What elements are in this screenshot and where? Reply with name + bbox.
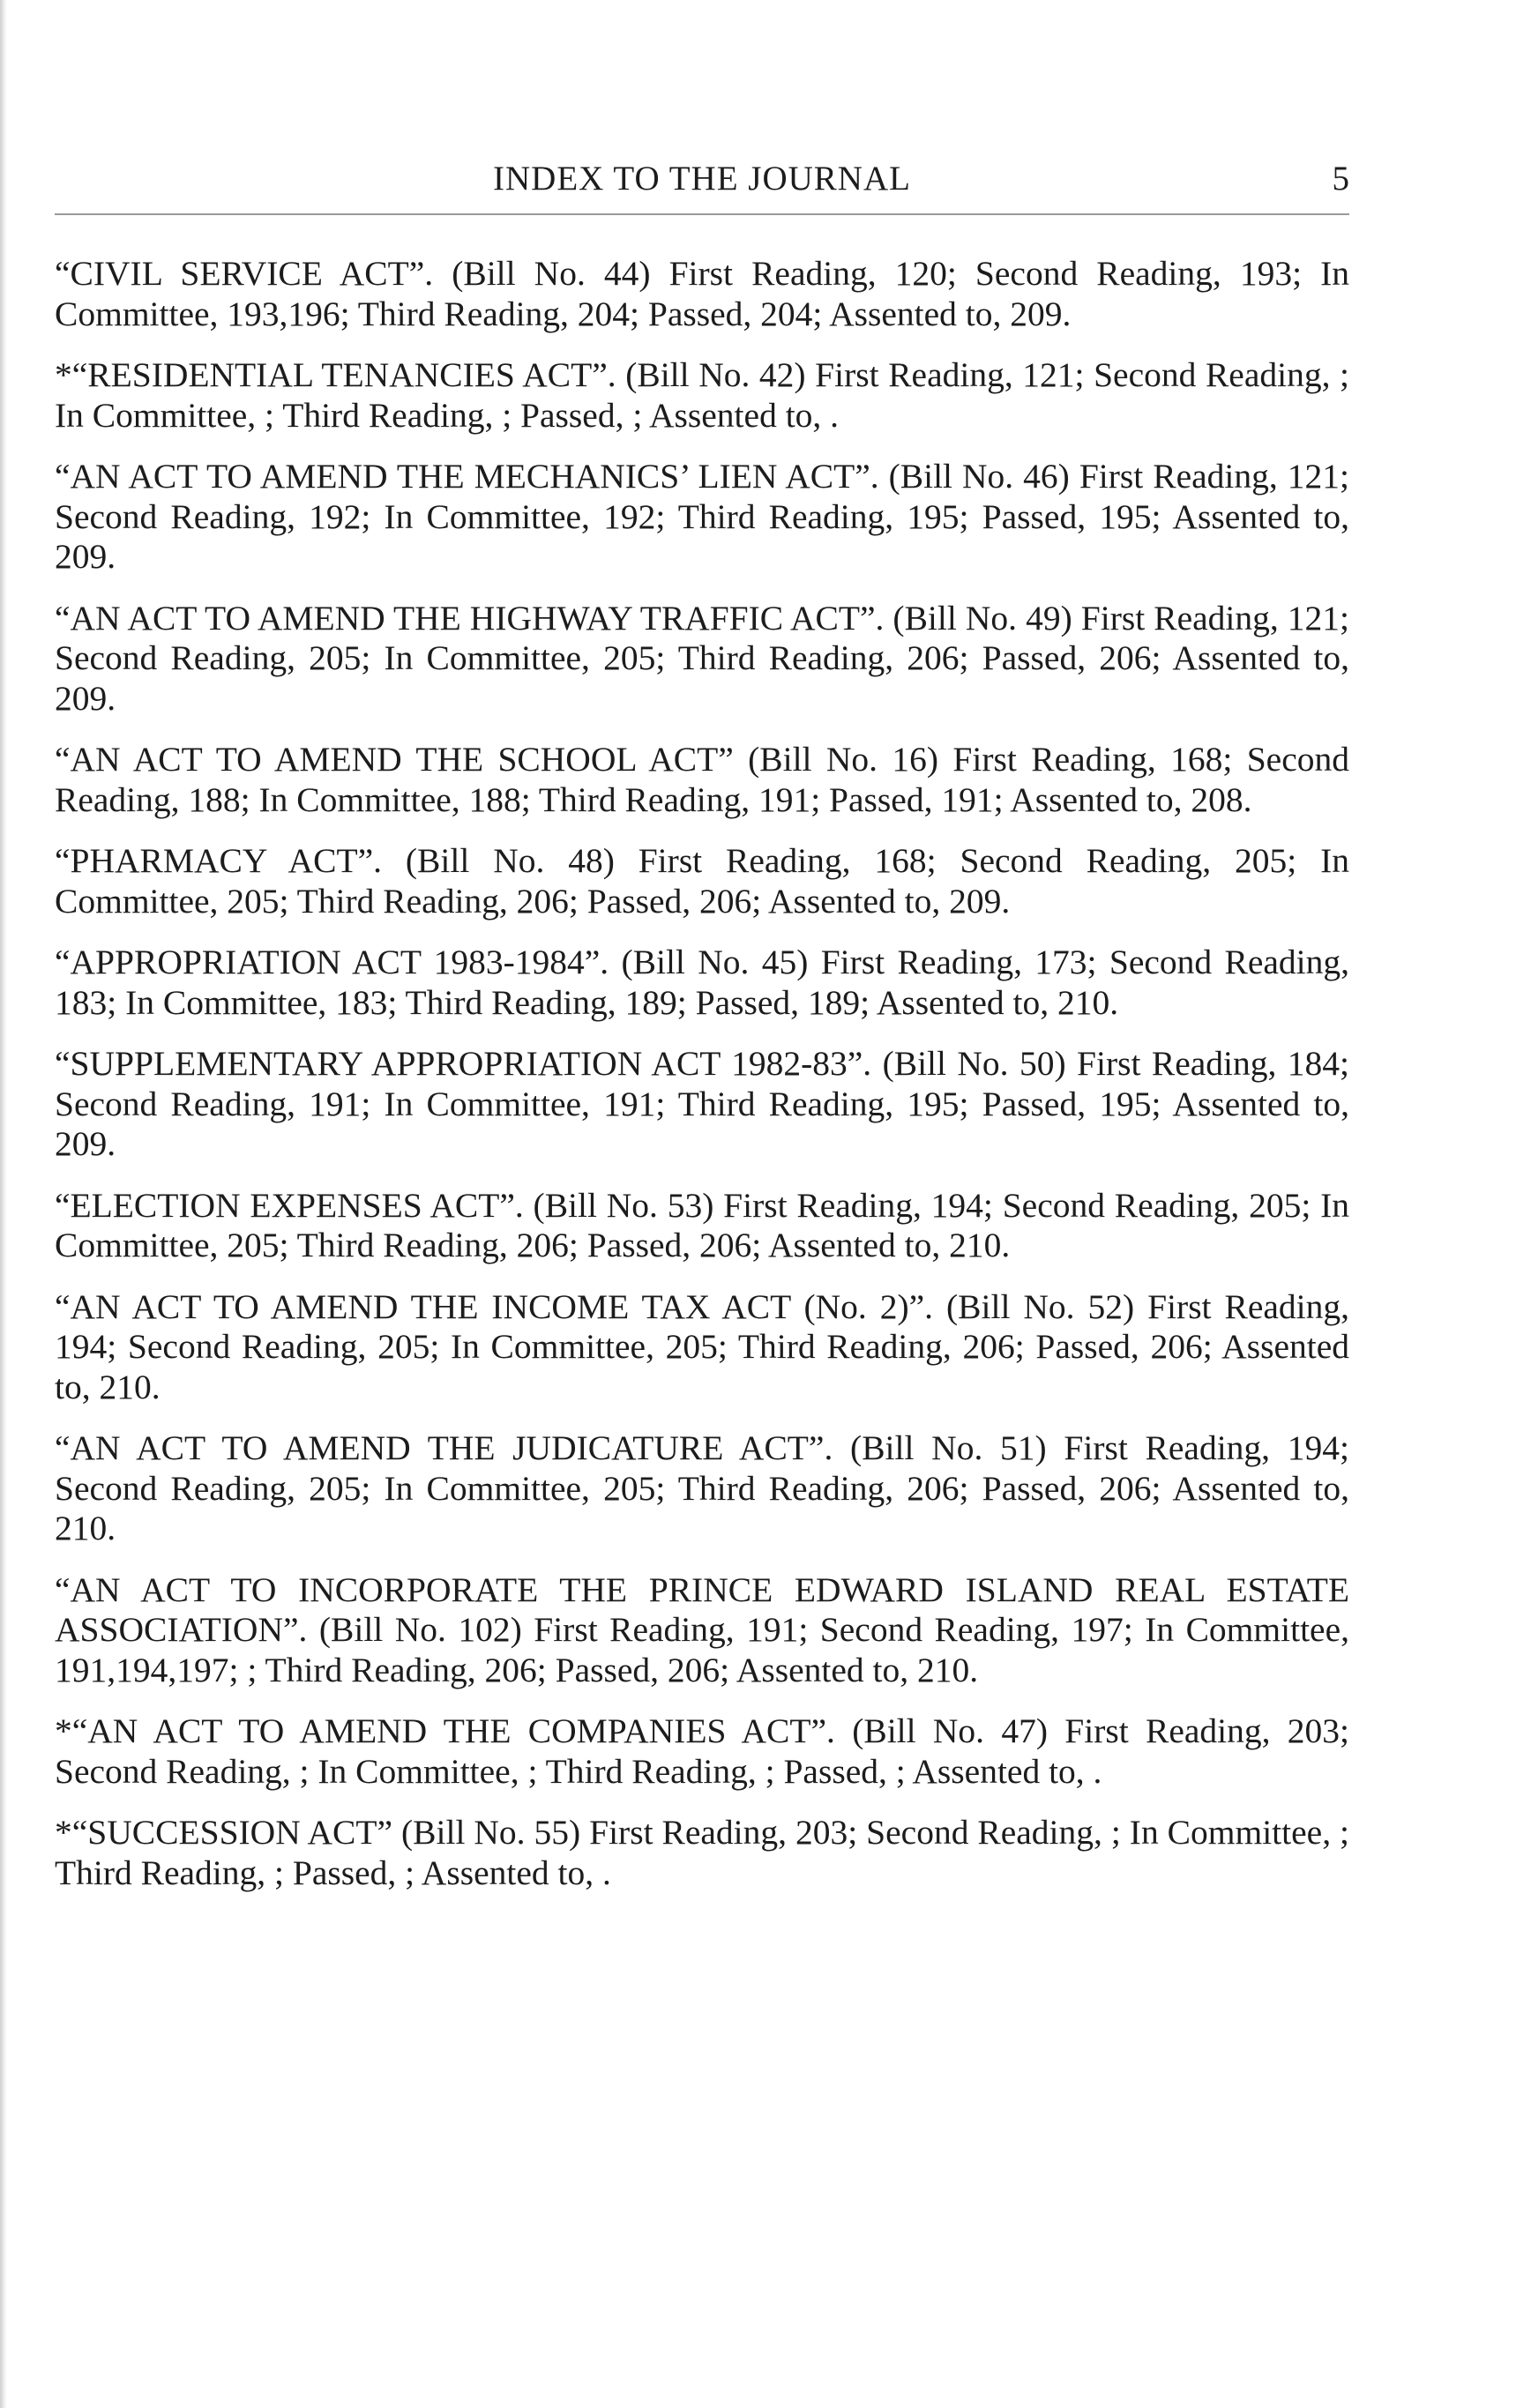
running-head [55, 159, 1349, 213]
index-entry: “PHARMACY ACT”. (Bill No. 48) First Reading, 168; Second Reading, 205; In Committee, 205; Third Reading, 206; Passed, 206; Assented to, 209. [55, 841, 1349, 921]
page-number: 5 [1332, 160, 1349, 198]
index-entries [55, 254, 1349, 1893]
index-entry: “AN ACT TO AMEND THE JUDICATURE ACT”. (Bill No. 51) First Reading, 194; Second Reading, 205; In Committee, 205; Third Reading, 206; Passed, 206; Assented to, 210. [55, 1428, 1349, 1547]
index-entry: “AN ACT TO AMEND THE SCHOOL ACT” (Bill No. 16) First Reading, 168; Second Reading, 188; In Committee, 188; Third Reading, 191; Passed, 191; Assented to, 208. [55, 740, 1349, 819]
index-entry: *“SUCCESSION ACT” (Bill No. 55) First Reading, 203; Second Reading, ; In Committee, ; Third Reading, ; Passed, ; Assented to, . [55, 1813, 1349, 1892]
index-entry: *“RESIDENTIAL TENANCIES ACT”. (Bill No. 42) First Reading, 121; Second Reading, ; In Committee, ; Third Reading, ; Passed, ; Assented to, . [55, 355, 1349, 435]
index-entry: “AN ACT TO AMEND THE INCOME TAX ACT (No. 2)”. (Bill No. 52) First Reading, 194; Second Reading, 205; In Committee, 205; Third Reading, 206; Passed, 206; Assented to, 210. [55, 1286, 1349, 1406]
index-entry: “AN ACT TO AMEND THE HIGHWAY TRAFFIC ACT”. (Bill No. 49) First Reading, 121; Second Reading, 205; In Committee, 205; Third Reading, 206; Passed, 206; Assented to, 209. [55, 598, 1349, 718]
index-entry: *“AN ACT TO AMEND THE COMPANIES ACT”. (Bill No. 47) First Reading, 203; Second Reading, ; In Committee, ; Third Reading, ; Passed, ; Assented to, . [55, 1711, 1349, 1791]
index-entry: “SUPPLEMENTARY APPROPRIATION ACT 1982-83”. (Bill No. 50) First Reading, 184; Second Reading, 191; In Committee, 191; Third Reading, 195; Passed, 195; Assented to, 209. [55, 1044, 1349, 1163]
index-entry: “CIVIL SERVICE ACT”. (Bill No. 44) First Reading, 120; Second Reading, 193; In Committee, 193,196; Third Reading, 204; Passed, 204; Assented to, 209. [55, 254, 1349, 333]
page-edge-shadow [0, 0, 7, 2408]
index-entry: “ELECTION EXPENSES ACT”. (Bill No. 53) First Reading, 194; Second Reading, 205; In Committee, 205; Third Reading, 206; Passed, 206; Assented to, 210. [55, 1185, 1349, 1264]
index-entry: “AN ACT TO INCORPORATE THE PRINCE EDWARD ISLAND REAL ESTATE ASSOCIATION”. (Bill No. 102) First Reading, 191; Second Reading, 197; In Committee, 191,194,197; ; Third Reading, 206; Passed, 206; Assented to, 210. [55, 1569, 1349, 1689]
header-rule [55, 213, 1349, 215]
running-title: INDEX TO THE JOURNAL [493, 160, 911, 198]
journal-page [55, 159, 1349, 1914]
index-entry: “AN ACT TO AMEND THE MECHANICS’ LIEN ACT”. (Bill No. 46) First Reading, 121; Second Reading, 192; In Committee, 192; Third Reading, 195; Passed, 195; Assented to, 209. [55, 457, 1349, 576]
index-entry: “APPROPRIATION ACT 1983-1984”. (Bill No. 45) First Reading, 173; Second Reading, 183; In Committee, 183; Third Reading, 189; Passed, 189; Assented to, 210. [55, 943, 1349, 1022]
